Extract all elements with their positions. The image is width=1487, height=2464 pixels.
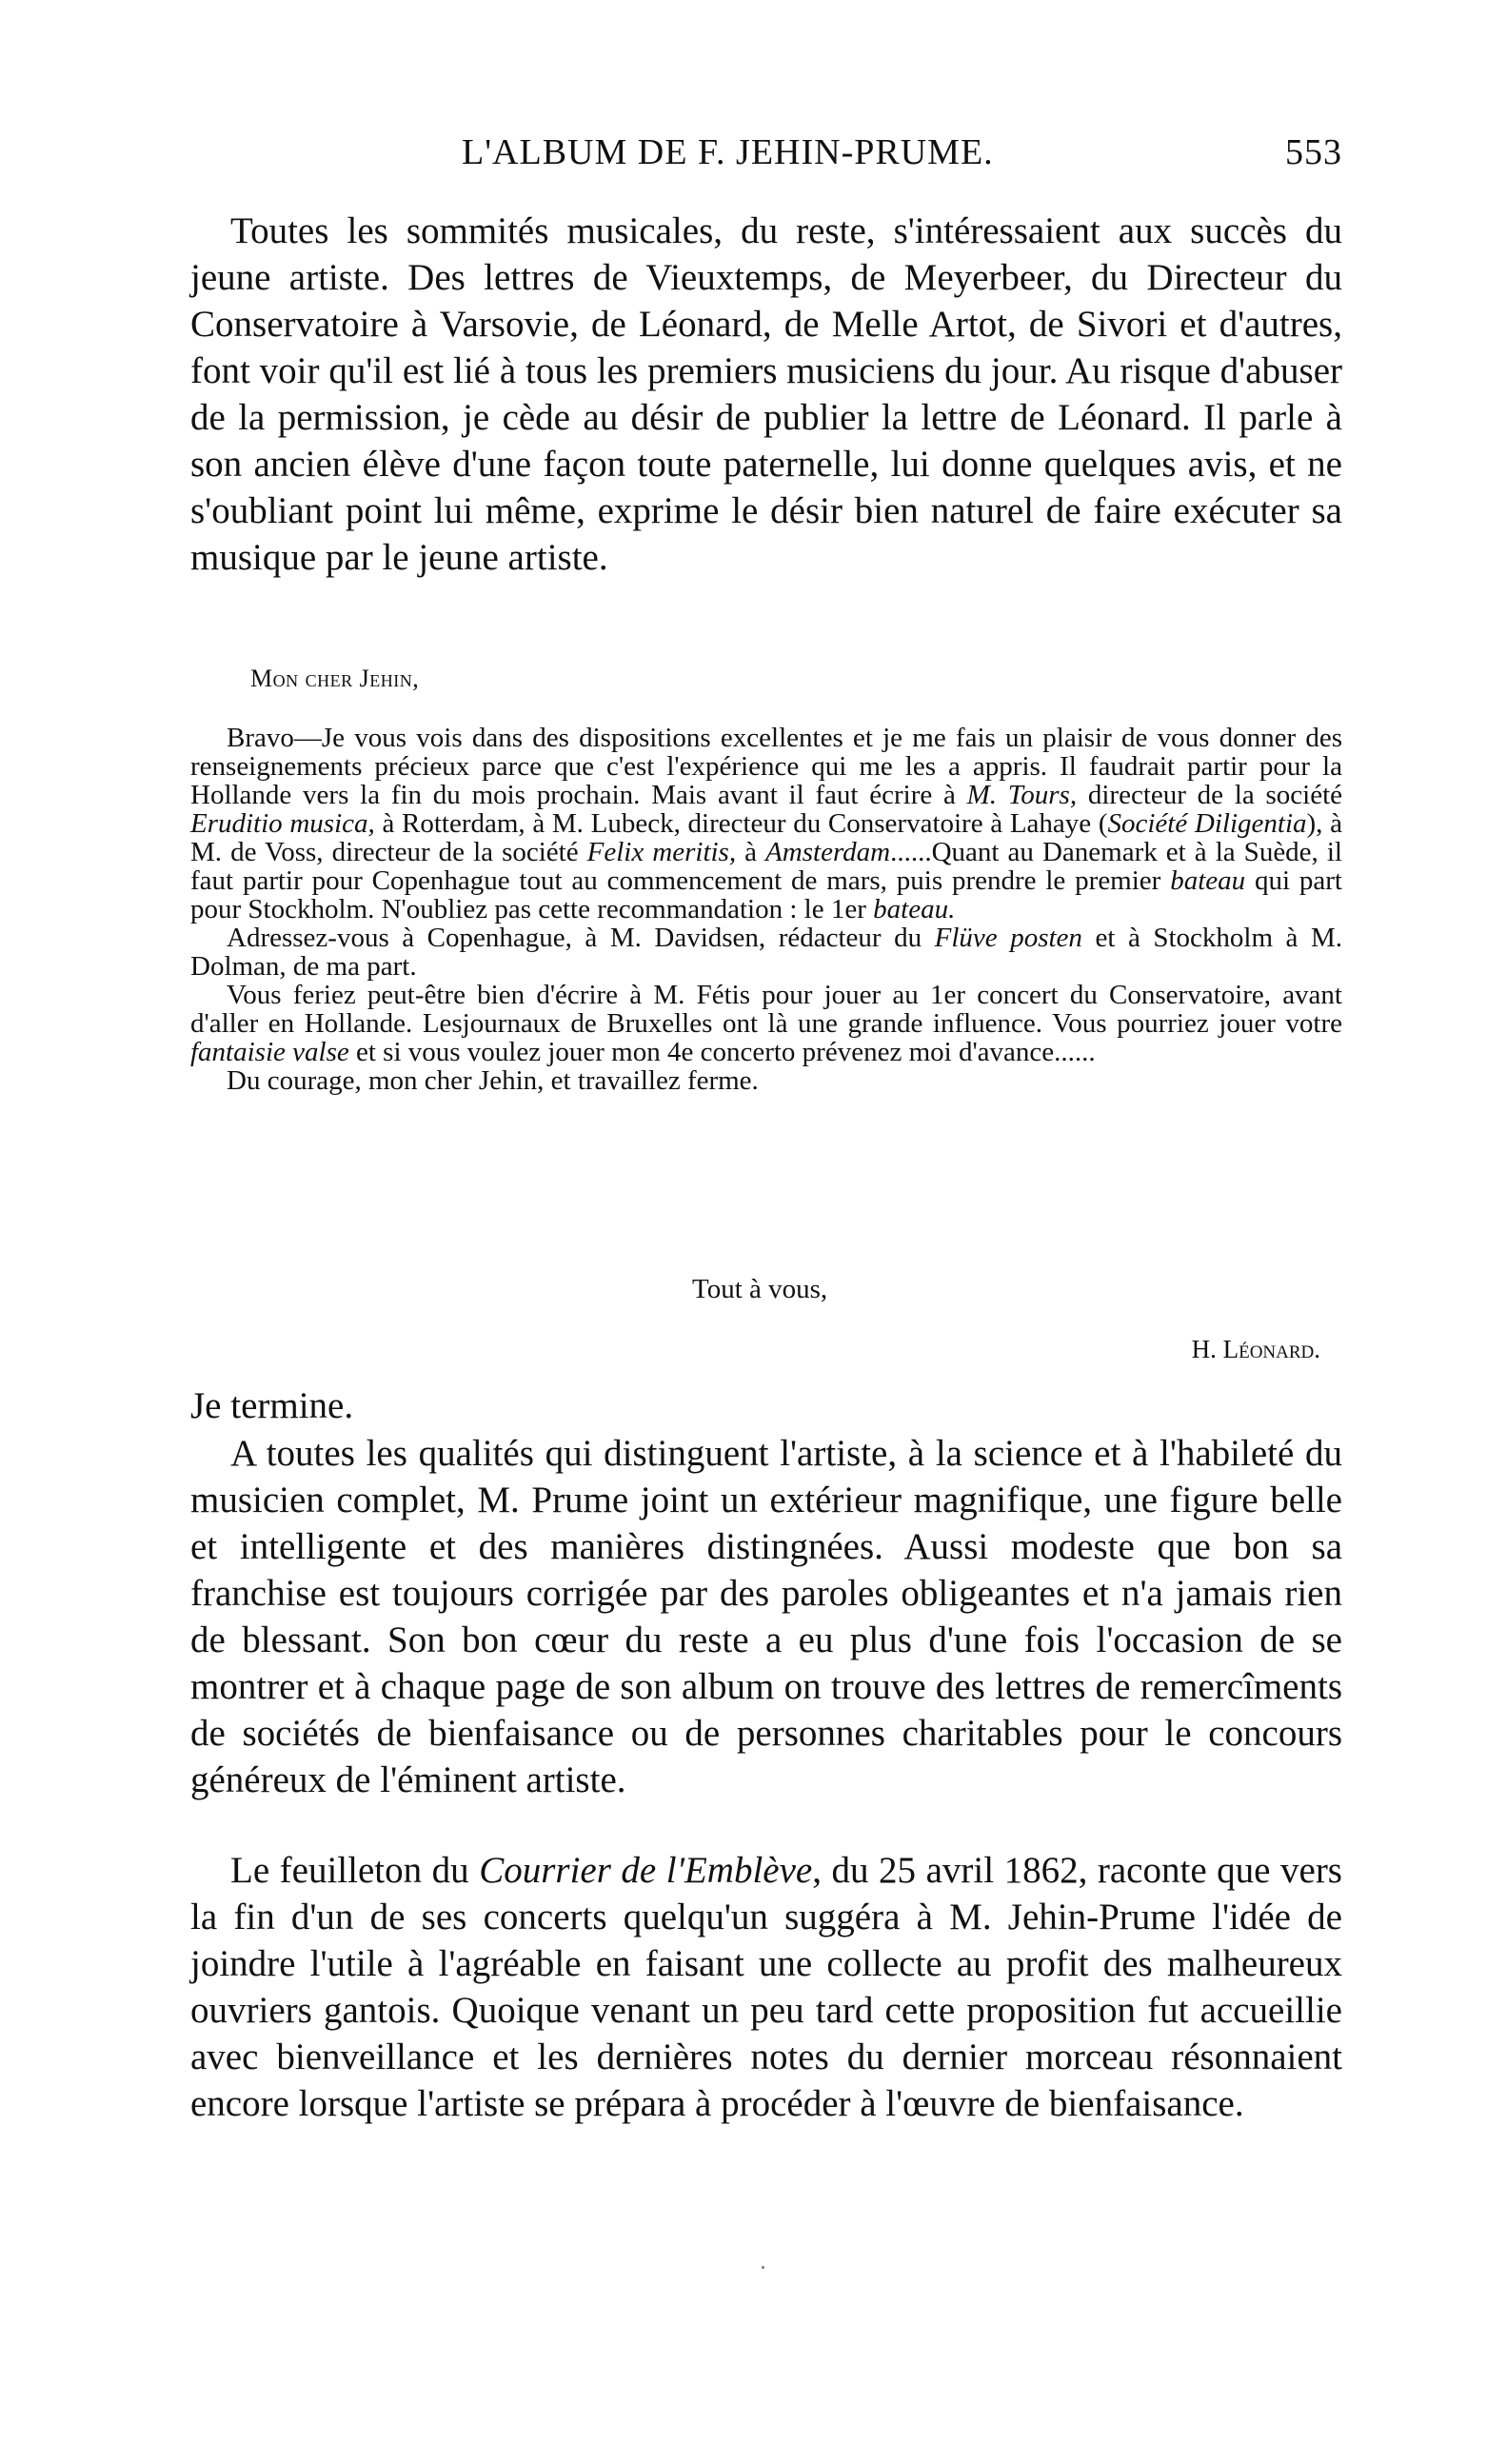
letter-salutation: Mon cher Jehin, <box>250 665 420 692</box>
letter-signature: H. Léonard. <box>1191 1335 1320 1363</box>
running-head <box>190 131 1342 179</box>
paragraph-intro: Toutes les sommités musicales, du reste, s'intéressaient aux succès du jeune artiste. Des lettres de Vieuxtemps, de Meyerbeer, du Directeur du Conservatoire à Varsovie, de Léonard, de Melle Artot, de Sivori et d'autres, font voir qu'il est lié à tous les premiers musiciens du jour. Au risque d'abuser de la permission, je cède au désir de publier la lettre de Léonard. Il parle à son ancien élève d'une façon toute paternelle, lui donne quelques avis, et ne s'oubliant point lui même, exprime le désir bien naturel de faire exécuter sa musique par le jeune artiste. <box>190 210 1342 578</box>
print-speck <box>762 2266 764 2269</box>
letter-paragraph: Vous feriez peut-être bien d'écrire à M. Fétis pour jouer au 1er concert du Conservatoire, avant d'aller en Hollande. Lesjournaux de Bruxelles ont là une grande influence. Vous pourriez jouer votre fantaisie valse et si vous voulez jouer mon 4e concerto prévenez moi d'avance...... <box>190 980 1342 1067</box>
page-number: 553 <box>1285 132 1342 172</box>
letter-paragraph: Du courage, mon cher Jehin, et travaillez ferme. <box>227 1065 759 1096</box>
letter-body <box>190 724 1342 1095</box>
running-title: L'ALBUM DE F. JEHIN-PRUME. <box>462 132 994 172</box>
paragraph-feuilleton: Le feuilleton du Courrier de l'Emblève, du 25 avril 1862, raconte que vers la fin d'un de ses concerts quelqu'un suggéra à M. Jehin-Prume l'idée de joindre l'utile à l'agréable en faisant une collecte au profit des malheureux ouvriers gantois. Quoique venant un peu tard cette proposition fut accueillie avec bienveillance et les dernières notes du dernier morceau résonnaient encore lorsque l'artiste se prépara à procéder à l'œuvre de bienfaisance. <box>190 1850 1342 2124</box>
letter-closing: Tout à vous, <box>692 1274 828 1304</box>
letter-paragraph: Bravo—Je vous vois dans des dispositions excellentes et je me fais un plaisir de vous donner des renseignements précieux parce que c'est l'expérience qui me les a appris. Il faudrait partir pour la Hollande vers la fin du mois prochain. Mais avant il faut écrire à M. Tours, directeur de la société Eruditio musica, à Rotterdam, à M. Lubeck, directeur du Conservatoire à Lahaye (Société Diligentia), à M. de Voss, directeur de la société Felix meritis, à Amsterdam......Quant au Danemark et à la Suède, il faut partir pour Copenhague tout au commencement de mars, puis prendre le premier bateau qui part pour Stockholm. N'oubliez pas cette recommandation : le 1er bateau. <box>190 723 1342 924</box>
paragraph-qualities: A toutes les qualités qui distinguent l'artiste, à la science et à l'habileté du musicien complet, M. Prume joint un extérieur magnifique, une figure belle et intelligente et des manières distingnées. Aussi modeste que bon sa franchise est toujours corrigée par des paroles obligeantes et n'a jamais rien de blessant. Son bon cœur du reste a eu plus d'une fois l'occasion de se montrer et à chaque page de son album on trouve des lettres de remercîments de sociétés de bienfaisance ou de personnes charitables pour le concours généreux de l'éminent artiste. <box>190 1433 1342 1800</box>
paragraph-termine: Je termine. <box>190 1385 354 1426</box>
letter-paragraph: Adressez-vous à Copenhague, à M. Davidsen, rédacteur du Flüve posten et à Stockholm à M. Dolman, de ma part. <box>190 923 1343 982</box>
